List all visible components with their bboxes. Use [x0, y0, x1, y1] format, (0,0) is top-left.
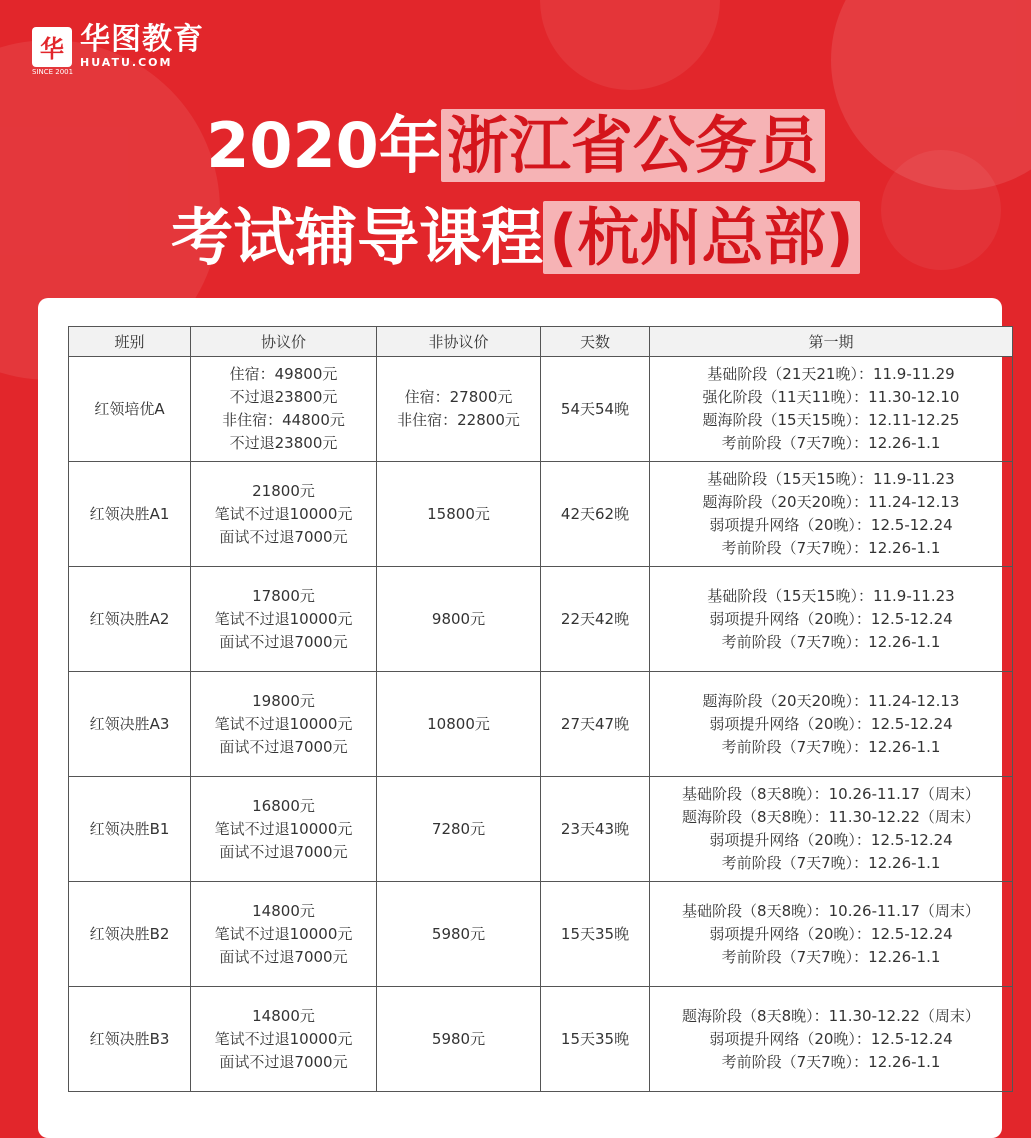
schedule-line: 考前阶段（7天7晚）：12.26-1.1: [721, 632, 941, 651]
non_agreement-line: 非住宿：22800元: [397, 411, 520, 429]
agreement-price-cell: [191, 672, 377, 777]
days-cell: 23天43晚: [541, 777, 650, 882]
schedule-cell: [650, 777, 1013, 882]
agreement-line: 不过退23800元: [229, 434, 338, 452]
agreement-line: 住宿：49800元: [229, 365, 338, 383]
non-agreement-price-cell: [377, 987, 541, 1092]
agreement-line: 笔试不过退10000元: [214, 819, 353, 838]
class-name-cell: 红领决胜B3: [69, 987, 191, 1092]
schedule-line: 基础阶段（15天15晚）：11.9-11.23: [707, 470, 955, 488]
agreement-line: 笔试不过退10000元: [214, 924, 353, 943]
schedule-line: 基础阶段（8天8晚）：10.26-11.17（周末）: [682, 785, 980, 803]
bg-circle: [540, 0, 720, 90]
days-cell: 15天35晚: [541, 882, 650, 987]
agreement-line: 21800元: [252, 481, 315, 500]
schedule-line: 考前阶段（7天7晚）：12.26-1.1: [721, 539, 941, 557]
class-name-cell: 红领决胜B2: [69, 882, 191, 987]
schedule-line: 考前阶段（7天7晚）：12.26-1.1: [721, 854, 941, 872]
table-row: [69, 672, 1013, 777]
title-year: 2020年: [206, 109, 441, 182]
non_agreement-line: 10800元: [427, 714, 490, 733]
agreement-line: 面试不过退7000元: [219, 1052, 348, 1071]
non_agreement-line: 5980元: [431, 1029, 486, 1048]
agreement-line: 非住宿：44800元: [222, 411, 345, 429]
class-name-cell: 红领培优A: [69, 357, 191, 462]
non_agreement-line: 住宿：27800元: [404, 388, 513, 406]
days-cell: 42天62晚: [541, 462, 650, 567]
schedule-line: 弱项提升网络（20晚）：12.5-12.24: [709, 714, 953, 733]
non-agreement-price-cell: [377, 672, 541, 777]
schedule-line: 题海阶段（8天8晚）：11.30-12.22（周末）: [682, 1006, 980, 1025]
col-header-schedule: 第一期: [650, 327, 1013, 357]
title-highlight: (杭州总部): [543, 201, 860, 274]
schedule-cell: [650, 462, 1013, 567]
table-body: [69, 357, 1013, 1092]
agreement-price-cell: [191, 777, 377, 882]
agreement-line: 不过退23800元: [229, 388, 338, 406]
logo-en: HUATU.COM: [80, 56, 173, 69]
non-agreement-price-cell: [377, 567, 541, 672]
table-row: [69, 777, 1013, 882]
non_agreement-line: 9800元: [431, 609, 486, 628]
page-title-line2: [0, 188, 1031, 277]
agreement-line: 面试不过退7000元: [219, 947, 348, 966]
logo-mark: 华: [32, 27, 72, 67]
logo-text: [80, 24, 204, 69]
schedule-line: 题海阶段（15天15晚）：12.11-12.25: [702, 411, 960, 429]
schedule-line: 弱项提升网络（20晚）：12.5-12.24: [709, 516, 953, 534]
schedule-line: 弱项提升网络（20晚）：12.5-12.24: [709, 609, 953, 628]
title-highlight: 浙江省公务员: [441, 109, 825, 182]
schedule-line: 弱项提升网络（20晚）：12.5-12.24: [709, 924, 953, 943]
schedule-line: 弱项提升网络（20晚）：12.5-12.24: [709, 1029, 953, 1048]
schedule-line: 基础阶段（8天8晚）：10.26-11.17（周末）: [682, 901, 980, 920]
table-header-row: [69, 327, 1013, 357]
schedule-line: 题海阶段（20天20晚）：11.24-12.13: [702, 691, 960, 710]
table-row: [69, 987, 1013, 1092]
schedule-cell: [650, 672, 1013, 777]
schedule-cell: [650, 357, 1013, 462]
class-name-cell: 红领决胜A2: [69, 567, 191, 672]
days-cell: 27天47晚: [541, 672, 650, 777]
agreement-line: 面试不过退7000元: [219, 737, 348, 756]
agreement-line: 17800元: [252, 586, 315, 605]
table-row: [69, 462, 1013, 567]
agreement-line: 笔试不过退10000元: [214, 504, 353, 523]
page-title-line1: [0, 96, 1031, 185]
agreement-price-cell: [191, 462, 377, 567]
col-header-agreement: 协议价: [191, 327, 377, 357]
class-name-cell: 红领决胜B1: [69, 777, 191, 882]
non-agreement-price-cell: [377, 357, 541, 462]
agreement-line: 面试不过退7000元: [219, 842, 348, 861]
days-cell: 22天42晚: [541, 567, 650, 672]
schedule-line: 考前阶段（7天7晚）：12.26-1.1: [721, 434, 941, 452]
schedule-line: 考前阶段（7天7晚）：12.26-1.1: [721, 947, 941, 966]
non_agreement-line: 7280元: [431, 819, 486, 838]
agreement-price-cell: [191, 882, 377, 987]
non-agreement-price-cell: [377, 462, 541, 567]
table-row: [69, 357, 1013, 462]
schedule-cell: [650, 987, 1013, 1092]
col-header-non-agreement: 非协议价: [377, 327, 541, 357]
huatu-logo[interactable]: [32, 22, 204, 76]
non-agreement-price-cell: [377, 882, 541, 987]
agreement-line: 16800元: [252, 796, 315, 815]
logo-since: SINCE 2001: [32, 68, 74, 76]
non_agreement-line: 15800元: [427, 504, 490, 523]
days-cell: 15天35晚: [541, 987, 650, 1092]
agreement-line: 19800元: [252, 691, 315, 710]
course-card: [38, 298, 1002, 1138]
schedule-line: 基础阶段（21天21晚）：11.9-11.29: [707, 365, 955, 383]
agreement-line: 面试不过退7000元: [219, 527, 348, 546]
agreement-line: 笔试不过退10000元: [214, 609, 353, 628]
non-agreement-price-cell: [377, 777, 541, 882]
title-course: 考试辅导课程: [171, 201, 544, 274]
schedule-line: 强化阶段（11天11晚）：11.30-12.10: [702, 388, 960, 406]
schedule-cell: [650, 882, 1013, 987]
non_agreement-line: 5980元: [431, 924, 486, 943]
col-header-days: 天数: [541, 327, 650, 357]
course-table: [68, 326, 1013, 1092]
agreement-price-cell: [191, 567, 377, 672]
schedule-line: 考前阶段（7天7晚）：12.26-1.1: [721, 737, 941, 756]
agreement-price-cell: [191, 357, 377, 462]
class-name-cell: 红领决胜A1: [69, 462, 191, 567]
agreement-price-cell: [191, 987, 377, 1092]
class-name-cell: 红领决胜A3: [69, 672, 191, 777]
col-header-class: 班别: [69, 327, 191, 357]
days-cell: 54天54晚: [541, 357, 650, 462]
agreement-line: 14800元: [252, 1006, 315, 1025]
agreement-line: 笔试不过退10000元: [214, 714, 353, 733]
schedule-line: 题海阶段（8天8晚）：11.30-12.22（周末）: [682, 808, 980, 826]
schedule-line: 题海阶段（20天20晚）：11.24-12.13: [702, 493, 960, 511]
logo-cn: 华图教育: [80, 22, 204, 57]
schedule-line: 考前阶段（7天7晚）：12.26-1.1: [721, 1052, 941, 1071]
schedule-line: 基础阶段（15天15晚）：11.9-11.23: [707, 586, 955, 605]
table-row: [69, 882, 1013, 987]
schedule-line: 弱项提升网络（20晚）：12.5-12.24: [709, 831, 953, 849]
agreement-line: 笔试不过退10000元: [214, 1029, 353, 1048]
agreement-line: 面试不过退7000元: [219, 632, 348, 651]
schedule-cell: [650, 567, 1013, 672]
table-row: [69, 567, 1013, 672]
agreement-line: 14800元: [252, 901, 315, 920]
